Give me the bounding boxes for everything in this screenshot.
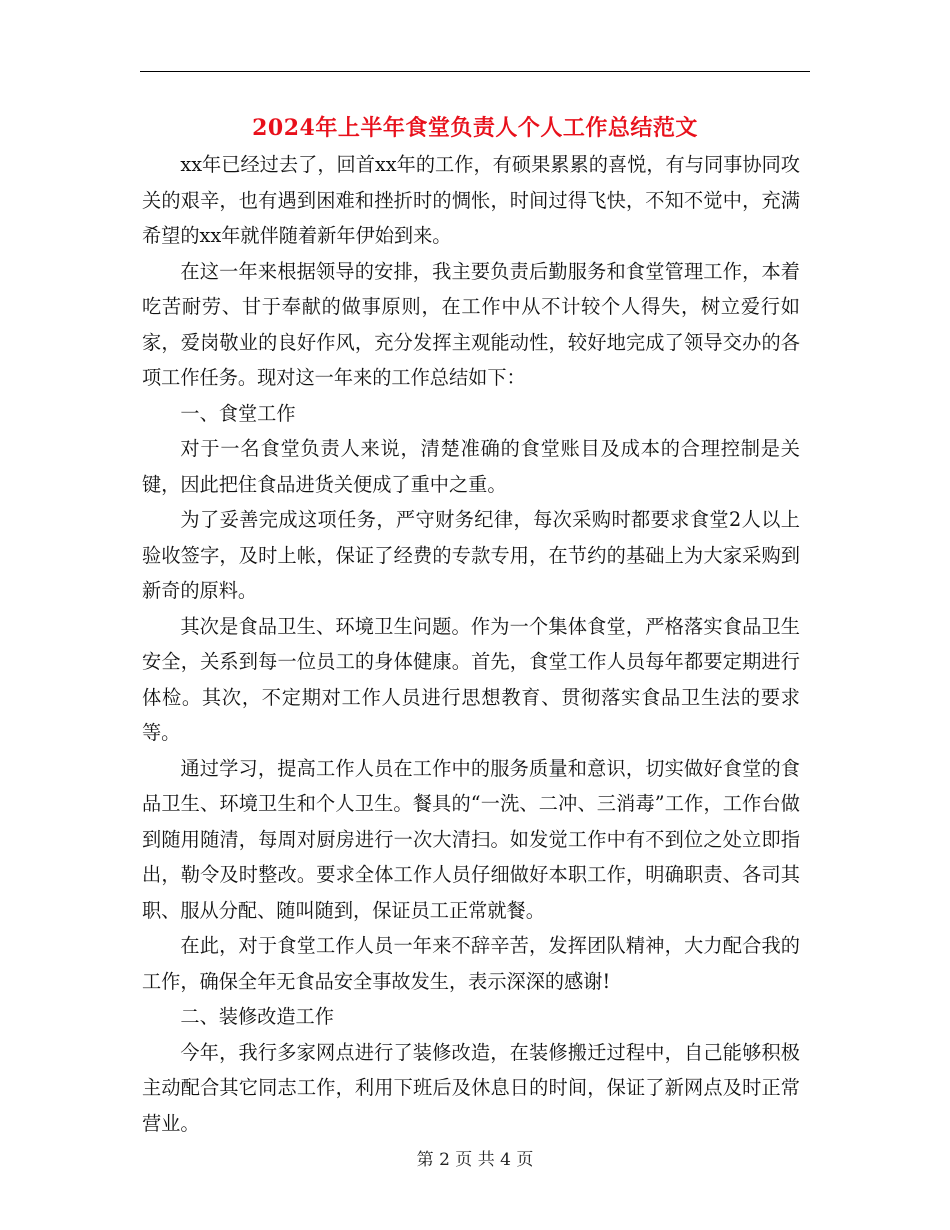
paragraph-hygiene: 其次是食品卫生、环境卫生问题。作为一个集体食堂，严格落实食品卫生安全，关系到每一位员工的身体健康。首先，食堂工作人员每年都要定期进行体检。其次，不定期对工作人员进行思想教育、贯彻落实食品卫生法的要求等。 (142, 614, 800, 744)
header-rule (140, 71, 810, 72)
section-heading-renovation: 二、装修改造工作 (180, 1005, 334, 1028)
page-footer: 第 2 页 共 4 页 (416, 1150, 534, 1170)
paragraph-overview: 在这一年来根据领导的安排，我主要负责后勤服务和食堂管理工作，本着吃苦耐劳、甘于奉献的做事原则，在工作中从不计较个人得失，树立爱行如家，爱岗敬业的良好作风，充分发挥主观能动性，较好地完成了领导交办的各项工作任务。现对这一年来的工作总结如下： (142, 259, 800, 389)
paragraph-renovation: 今年，我行多家网点进行了装修改造，在装修搬迁过程中，自己能够积极主动配合其它同志工作，利用下班后及休息日的时间，保证了新网点及时正常营业。 (142, 1040, 800, 1135)
document-title: 2024年上半年食堂负责人个人工作总结范文 (252, 115, 698, 141)
paragraph-intro: xx年已经过去了，回首xx年的工作，有硕果累累的喜悦，有与同事协同攻关的艰辛，也有遇到困难和挫折时的惆怅，时间过得飞快，不知不觉中，充满希望的xx年就伴随着新年伊始到来。 (142, 153, 800, 247)
paragraph-thanks: 在此，对于食堂工作人员一年来不辞辛苦，发挥团队精神，大力配合我的工作，确保全年无食品安全事故发生，表示深深的感谢! (142, 934, 800, 993)
paragraph-training: 通过学习，提高工作人员在工作中的服务质量和意识，切实做好食堂的食品卫生、环境卫生和个人卫生。餐具的“一洗、二冲、三消毒”工作，工作台做到随用随清，每周对厨房进行一次大清扫。如发觉工作中有不到位之处立即指出，勒令及时整改。要求全体工作人员仔细做好本职工作，明确职责、各司其职、服从分配、随叫随到，保证员工正常就餐。 (142, 756, 800, 922)
document-body (142, 147, 800, 1141)
paragraph-accounts: 对于一名食堂负责人来说，清楚准确的食堂账目及成本的合理控制是关键，因此把住食品进货关便成了重中之重。 (142, 437, 800, 496)
section-heading-canteen: 一、食堂工作 (180, 401, 296, 425)
paragraph-procurement: 为了妥善完成这项任务，严守财务纪律，每次采购时都要求食堂2人以上验收签字，及时上帐，保证了经费的专款专用，在节约的基础上为大家采购到新奇的原料。 (142, 508, 800, 602)
